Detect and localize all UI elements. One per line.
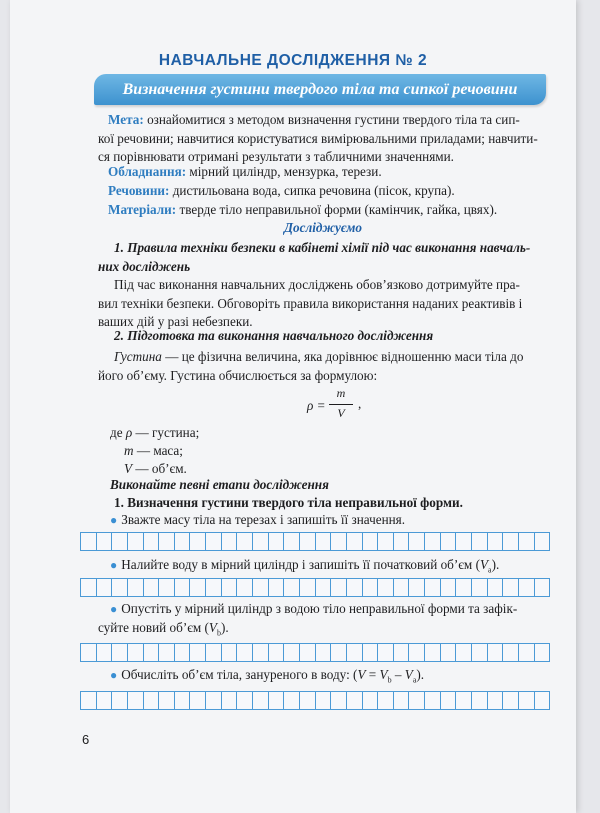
materials-line: [108, 201, 558, 220]
bullet-4-sub-b: b: [387, 675, 392, 685]
answer-cell[interactable]: [127, 532, 143, 551]
answer-cell[interactable]: [330, 532, 346, 551]
answer-cell[interactable]: [299, 643, 315, 662]
section1-title: [98, 239, 548, 276]
step1-title: 1. Визначення густини твердого тіла неправильної форми.: [114, 495, 463, 510]
answer-cell[interactable]: [96, 643, 112, 662]
answer-cell[interactable]: [408, 578, 424, 597]
section1-title-line-2: них досліджень: [98, 258, 191, 274]
bullet-3-subscript: b: [216, 628, 221, 638]
answer-cell[interactable]: [127, 691, 143, 710]
answer-cell[interactable]: [315, 643, 331, 662]
answer-cell[interactable]: [518, 578, 534, 597]
section1-line-1: Під час виконання навчальних досліджень обов’язково дотримуйте пра-: [114, 277, 520, 292]
bullet-4: [110, 666, 560, 690]
formula-fraction-bar: [329, 404, 353, 405]
answer-cell[interactable]: [440, 578, 456, 597]
bullet-2-symbol: V: [479, 557, 489, 572]
answer-cell[interactable]: [518, 532, 534, 551]
answer-cell[interactable]: [315, 691, 331, 710]
bullet-dot-icon: ●: [110, 558, 118, 572]
substances-label: Речовини:: [108, 183, 170, 198]
answer-cell[interactable]: [362, 578, 378, 597]
answer-cell[interactable]: [111, 643, 127, 662]
page-number: 6: [82, 732, 90, 747]
bullet-4-minus: –: [391, 667, 405, 682]
legend-rho-symbol: ρ: [125, 425, 133, 440]
answer-cell[interactable]: [455, 532, 471, 551]
bullet-2: [110, 556, 560, 580]
answer-grid-body-volume[interactable]: [80, 691, 550, 710]
legend-rho-prefix: де: [110, 425, 126, 440]
answer-cell[interactable]: [408, 532, 424, 551]
bullet-4-va: V: [404, 667, 413, 682]
answer-cell[interactable]: [80, 643, 96, 662]
answer-cell[interactable]: [174, 691, 190, 710]
legend-mass-symbol: m: [124, 443, 134, 458]
bullet-dot-icon: ●: [110, 602, 118, 616]
answer-cell[interactable]: [440, 532, 456, 551]
answer-cell[interactable]: [174, 532, 190, 551]
answer-cell[interactable]: [80, 691, 96, 710]
answer-cell[interactable]: [424, 643, 440, 662]
answer-cell[interactable]: [346, 691, 362, 710]
answer-cell[interactable]: [362, 532, 378, 551]
page-heading: НАВЧАЛЬНЕ ДОСЛІДЖЕННЯ № 2: [158, 52, 428, 69]
answer-cell[interactable]: [346, 643, 362, 662]
answer-cell[interactable]: [158, 578, 174, 597]
answer-cell[interactable]: [205, 578, 221, 597]
answer-grid-new-volume[interactable]: [80, 643, 550, 662]
answer-cell[interactable]: [393, 532, 409, 551]
answer-cell[interactable]: [393, 691, 409, 710]
bullet-dot-icon: ●: [110, 513, 118, 527]
answer-cell[interactable]: [362, 691, 378, 710]
bullet-4-v: V: [357, 667, 366, 682]
equipment-line: [108, 163, 558, 182]
formula-numerator: m: [336, 386, 346, 400]
answer-cell[interactable]: [205, 691, 221, 710]
answer-cell[interactable]: [221, 643, 237, 662]
bullet-3-symbol: V: [208, 619, 217, 635]
answer-cell[interactable]: [174, 643, 190, 662]
answer-cell[interactable]: [408, 643, 424, 662]
answer-cell[interactable]: [471, 578, 487, 597]
answer-cell[interactable]: [221, 578, 237, 597]
answer-cell[interactable]: [424, 691, 440, 710]
density-definition: [98, 348, 548, 385]
bullet-2-text: Налийте воду в мірний циліндр і запишіть її початковий об’єм (: [121, 557, 480, 572]
formula-lhs: ρ =: [307, 398, 326, 413]
answer-cell[interactable]: [189, 578, 205, 597]
answer-cell[interactable]: [158, 691, 174, 710]
workbook-page: [10, 0, 576, 813]
answer-cell[interactable]: [268, 643, 284, 662]
answer-cell[interactable]: [455, 643, 471, 662]
legend-volume-symbol: V: [124, 461, 133, 476]
answer-cell[interactable]: [330, 691, 346, 710]
answer-cell[interactable]: [158, 532, 174, 551]
answer-cell[interactable]: [487, 691, 503, 710]
answer-cell[interactable]: [158, 643, 174, 662]
answer-cell[interactable]: [487, 532, 503, 551]
answer-cell[interactable]: [205, 643, 221, 662]
title-banner: [94, 74, 546, 105]
answer-cell[interactable]: [236, 532, 252, 551]
answer-cell[interactable]: [111, 578, 127, 597]
answer-cell[interactable]: [534, 643, 551, 662]
answer-cell[interactable]: [252, 578, 268, 597]
bullet-3: [98, 600, 548, 643]
answer-cell[interactable]: [315, 532, 331, 551]
answer-cell[interactable]: [377, 643, 393, 662]
answer-cell[interactable]: [143, 532, 159, 551]
answer-cell[interactable]: [534, 532, 551, 551]
answer-cell[interactable]: [96, 532, 112, 551]
answer-cell[interactable]: [96, 578, 112, 597]
answer-cell[interactable]: [502, 532, 518, 551]
answer-cell[interactable]: [487, 578, 503, 597]
answer-cell[interactable]: [236, 691, 252, 710]
answer-cell[interactable]: [346, 578, 362, 597]
answer-cell[interactable]: [283, 643, 299, 662]
answer-cell[interactable]: [189, 643, 205, 662]
bullet-2-close: ).: [491, 557, 500, 572]
goal-line-2: кої речовини; навчитися користуватися вимірювальними приладами; навчити-: [98, 130, 538, 146]
goal-line-3: ся порівнювати отримані результати з табличними значеннями.: [98, 149, 454, 164]
answer-cell[interactable]: [189, 532, 205, 551]
answer-cell[interactable]: [502, 578, 518, 597]
legend-mass-text: — маса;: [133, 443, 183, 458]
materials-label: Матеріали:: [108, 202, 177, 217]
goal-paragraph: [98, 111, 548, 167]
bullet-dot-icon: ●: [110, 668, 118, 682]
answer-cell[interactable]: [502, 691, 518, 710]
answer-cell[interactable]: [80, 578, 96, 597]
answer-cell[interactable]: [440, 643, 456, 662]
answer-grid-mass[interactable]: [80, 532, 550, 551]
answer-cell[interactable]: [80, 532, 96, 551]
bullet-1-text: Зважте масу тіла на терезах і запишіть її значення.: [121, 512, 406, 527]
answer-cell[interactable]: [268, 532, 284, 551]
section1-paragraph: [98, 276, 548, 332]
answer-cell[interactable]: [393, 578, 409, 597]
bullet-4-close: ).: [416, 667, 425, 682]
answer-cell[interactable]: [299, 578, 315, 597]
answer-cell[interactable]: [362, 643, 378, 662]
legend-rho: [110, 424, 560, 443]
answer-cell[interactable]: [346, 532, 362, 551]
answer-cell[interactable]: [440, 691, 456, 710]
answer-cell[interactable]: [518, 643, 534, 662]
section1-title-line-1: 1. Правила техніки безпеки в кабінеті хімії під час виконання навчаль-: [114, 240, 531, 255]
answer-cell[interactable]: [471, 532, 487, 551]
answer-cell[interactable]: [518, 691, 534, 710]
answer-cell[interactable]: [283, 578, 299, 597]
substances-text: дистильована вода, сипка речовина (пісок, крупа).: [172, 183, 455, 198]
answer-cell[interactable]: [471, 691, 487, 710]
substances-line: [108, 182, 558, 201]
answer-cell[interactable]: [330, 643, 346, 662]
equipment-label: Обладнання:: [108, 164, 187, 179]
bullet-4-text: Обчисліть об’єм тіла, зануреного в воду: (: [121, 667, 358, 682]
answer-cell[interactable]: [268, 578, 284, 597]
answer-cell[interactable]: [127, 578, 143, 597]
answer-cell[interactable]: [236, 578, 252, 597]
section1-line-3: ваших дій у разі небезпеки.: [98, 314, 253, 329]
answer-cell[interactable]: [377, 691, 393, 710]
answer-cell[interactable]: [424, 578, 440, 597]
materials-text: тверде тіло неправильної форми (камінчик, гайка, цвях).: [179, 202, 498, 217]
answer-cell[interactable]: [111, 691, 127, 710]
equipment-text: мірний циліндр, мензурка, терези.: [189, 164, 382, 179]
answer-cell[interactable]: [174, 578, 190, 597]
answer-cell[interactable]: [189, 691, 205, 710]
answer-cell[interactable]: [143, 691, 159, 710]
bullet-3-line-2: суйте новий об’єм (: [98, 619, 209, 635]
answer-cell[interactable]: [299, 532, 315, 551]
answer-cell[interactable]: [299, 691, 315, 710]
answer-cell[interactable]: [424, 532, 440, 551]
legend-rho-text: — густина;: [132, 425, 200, 440]
answer-cell[interactable]: [455, 578, 471, 597]
formula-comma: ,: [358, 396, 362, 411]
answer-cell[interactable]: [330, 578, 346, 597]
answer-cell[interactable]: [127, 643, 143, 662]
answer-cell[interactable]: [471, 643, 487, 662]
title-banner-text: Визначення густини твердого тіла та сипкої речовини: [122, 81, 518, 98]
answer-cell[interactable]: [283, 532, 299, 551]
investigate-heading: Досліджуємо: [284, 220, 362, 235]
answer-cell[interactable]: [534, 691, 551, 710]
bullet-3-line-1: Опустіть у мірний циліндр з водою тіло неправильної форми та зафік-: [121, 601, 518, 616]
answer-cell[interactable]: [252, 643, 268, 662]
section2-title: 2. Підготовка та виконання навчального дослідження: [114, 328, 434, 343]
answer-grid-initial-volume[interactable]: [80, 578, 550, 597]
section1-line-2: вил техніки безпеки. Обговоріть правила використання наданих реактивів і: [98, 295, 523, 311]
answer-cell[interactable]: [143, 643, 159, 662]
answer-cell[interactable]: [268, 691, 284, 710]
goal-label: Мета:: [108, 112, 144, 127]
answer-cell[interactable]: [221, 532, 237, 551]
answer-cell[interactable]: [283, 691, 299, 710]
answer-cell[interactable]: [377, 578, 393, 597]
answer-cell[interactable]: [252, 691, 268, 710]
answer-cell[interactable]: [96, 691, 112, 710]
legend-mass: [124, 442, 574, 461]
goal-line-1: ознайомитися з методом визначення густини твердого тіла та сип-: [147, 112, 520, 127]
answer-cell[interactable]: [221, 691, 237, 710]
bullet-4-sub-a: a: [412, 675, 417, 685]
density-line-2: його об’єму. Густина обчислюється за формулою:: [98, 367, 378, 383]
formula-denominator: V: [337, 406, 345, 420]
answer-cell[interactable]: [408, 691, 424, 710]
bullet-2-subscript: a: [488, 565, 492, 575]
density-term: Густина: [114, 349, 162, 364]
bullet-1: [110, 511, 560, 530]
answer-cell[interactable]: [455, 691, 471, 710]
answer-cell[interactable]: [487, 643, 503, 662]
density-line-1: — це фізична величина, яка дорівнює відношенню маси тіла до: [161, 349, 524, 364]
bullet-4-eq: =: [365, 667, 380, 682]
answer-cell[interactable]: [393, 643, 409, 662]
answer-cell[interactable]: [252, 532, 268, 551]
answer-cell[interactable]: [377, 532, 393, 551]
bullet-4-vb: V: [379, 667, 388, 682]
answer-cell[interactable]: [205, 532, 221, 551]
answer-cell[interactable]: [236, 643, 252, 662]
bullet-3-close: ).: [220, 619, 229, 635]
answer-cell[interactable]: [502, 643, 518, 662]
stages-title: Виконайте певні етапи дослідження: [110, 477, 329, 492]
legend-volume-text: — об’єм.: [132, 461, 187, 476]
answer-cell[interactable]: [315, 578, 331, 597]
answer-cell[interactable]: [143, 578, 159, 597]
answer-cell[interactable]: [534, 578, 551, 597]
answer-cell[interactable]: [111, 532, 127, 551]
